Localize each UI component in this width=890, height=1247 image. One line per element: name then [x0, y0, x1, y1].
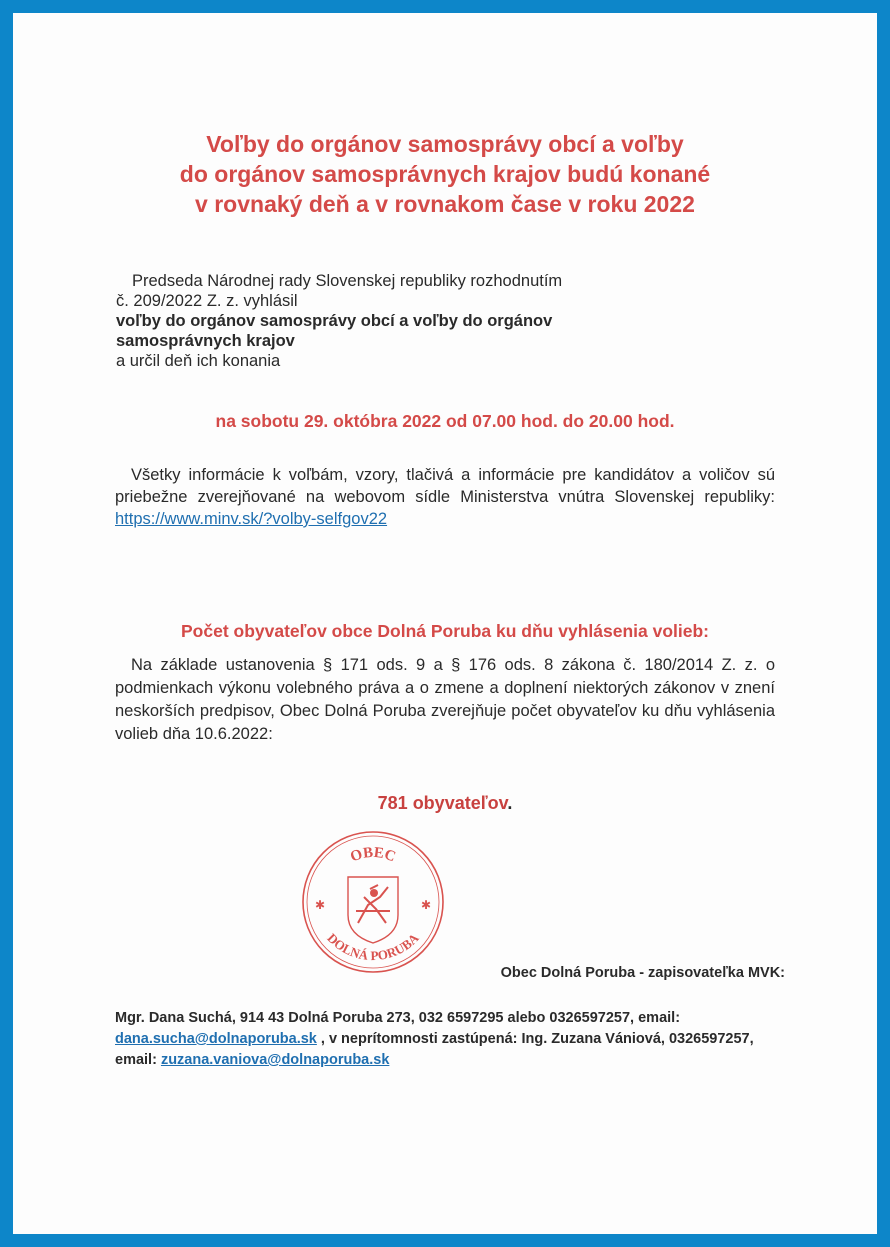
contact-middle: , v neprítomnosti zastúpená: Ing. Zuzana Vániová, 0326597257, email:: [115, 1031, 754, 1068]
stamp-bottom-text: DOLNÁ PORUBA: [324, 930, 422, 964]
stamp-star-right-icon: ✱: [420, 898, 432, 912]
population-count-dot: .: [507, 793, 513, 813]
title-line-3: v rovnaký deň a v rovnakom čase v roku 2022: [195, 191, 695, 217]
stamp-star-left-icon: ✱: [314, 898, 326, 912]
election-date: na sobotu 29. októbra 2022 od 07.00 hod. do 20.00 hod.: [215, 411, 675, 431]
municipality-stamp: [298, 827, 448, 977]
svg-text:OBEC: [348, 845, 397, 866]
signer-line: Obec Dolná Poruba - zapisovateľka MVK:: [500, 965, 785, 981]
legal-text: Na základe ustanovenia § 171 ods. 9 a § 176 ods. 8 zákona č. 180/2014 Z. z. o podmienkach výkonu volebného práva a o zmene a doplnení niektorých zákonov v znení neskorších predpisov, Obec Dolná Poruba zverejňuje počet obyvateľov ku dňu vyhlásenia volieb dňa 10.6.2022:: [115, 656, 775, 743]
intro-line-3: a určil deň ich konania: [116, 352, 281, 370]
email-label: email:: [638, 1010, 681, 1026]
legal-paragraph: [115, 654, 775, 746]
ministry-link[interactable]: https://www.minv.sk/?volby-selfgov22: [115, 510, 388, 528]
document-page: [13, 13, 877, 1234]
population-count-value: 781 obyvateľov: [377, 793, 508, 813]
stamp-top-text: OBEC: [348, 844, 398, 866]
contact-block: [115, 1008, 775, 1071]
coat-of-arms-icon: [348, 877, 398, 943]
info-paragraph: [115, 464, 775, 530]
intro-paragraph: [116, 271, 776, 371]
title-line-1: Voľby do orgánov samosprávy obcí a voľby: [206, 131, 684, 157]
email-link-sucha[interactable]: dana.sucha@dolnaporuba.sk: [115, 1031, 317, 1047]
population-count: [13, 793, 877, 814]
info-text: Všetky informácie k voľbám, vzory, tlačivá a informácie pre kandidátov a voličov sú priebežne zverejňované na webovom sídle Ministerstva vnútra Slovenskej republiky:: [115, 466, 775, 506]
contact-line-1: Mgr. Dana Suchá, 914 43 Dolná Poruba 273, 032 6597295 alebo 0326597257,: [115, 1010, 635, 1026]
intro-line-2: č. 209/2022 Z. z. vyhlásil: [116, 292, 298, 310]
page-title: [13, 129, 877, 219]
email-link-vaniova[interactable]: zuzana.vaniova@dolnaporuba.sk: [160, 1052, 390, 1068]
population-heading: Počet obyvateľov obce Dolná Poruba ku dňu vyhlásenia volieb:: [181, 621, 709, 641]
title-line-2: do orgánov samosprávnych krajov budú konané: [179, 161, 711, 187]
intro-line-1: Predseda Národnej rady Slovenskej republiky rozhodnutím: [132, 272, 563, 290]
intro-bold-text: voľby do orgánov samosprávy obcí a voľby do orgánov samosprávnych krajov: [116, 312, 553, 350]
